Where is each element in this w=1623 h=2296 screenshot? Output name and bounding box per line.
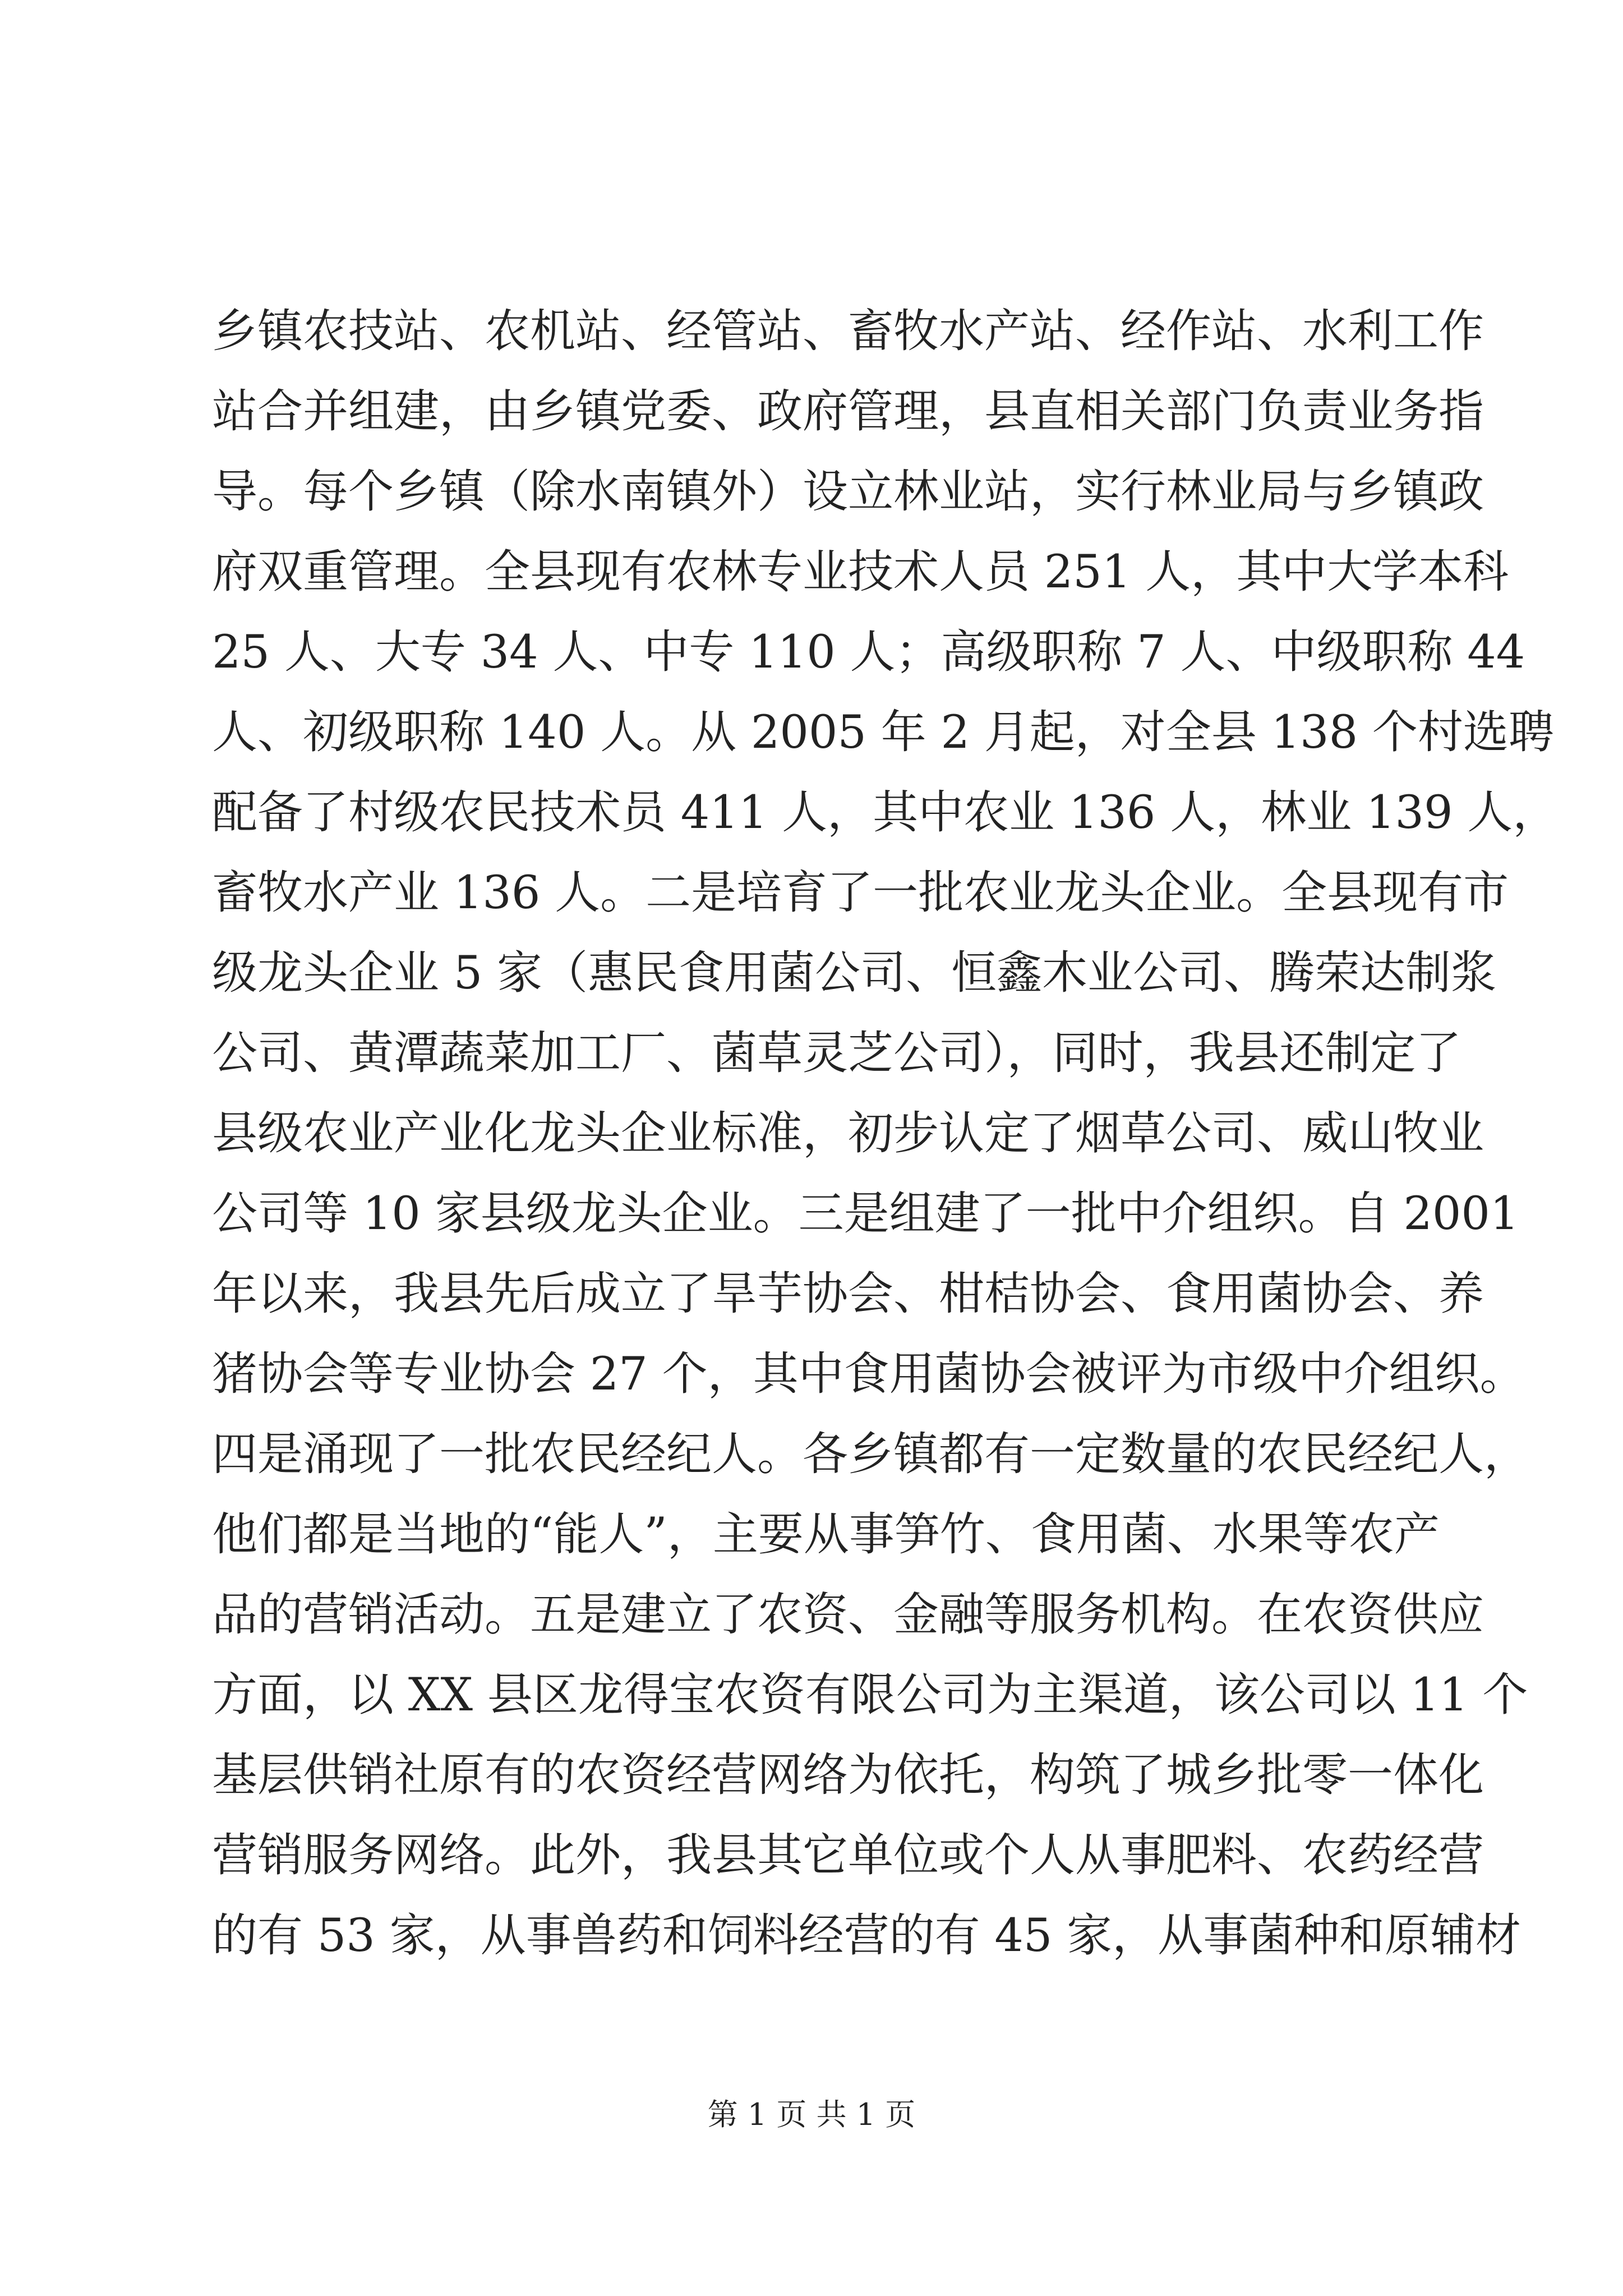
text-line: 猪协会等专业协会 27 个，其中食用菌协会被评为市级中介组织。 xyxy=(212,1348,1525,1401)
body-text xyxy=(212,292,1559,1976)
text-line: 年以来，我县先后成立了旱芋协会、柑桔协会、食用菌协会、养 xyxy=(212,1268,1484,1320)
text-line: 25 人、大专 34 人、中专 110 人；高级职称 7 人、中级职称 44 xyxy=(212,626,1525,679)
text-line: 的有 53 家，从事兽药和饲料经营的有 45 家，从事菌种和原辅材 xyxy=(212,1910,1521,1962)
text-line: 级龙头企业 5 家（惠民食用菌公司、恒鑫木业公司、腾荣达制浆 xyxy=(212,947,1497,1000)
text-line: 乡镇农技站、农机站、经管站、畜牧水产站、经作站、水利工作 xyxy=(212,305,1484,358)
text-line: 公司、黄潭蔬菜加工厂、菌草灵芝公司），同时，我县还制定了 xyxy=(212,1027,1461,1080)
text-line: 配备了村级农民技术员 411 人，其中农业 136 人，林业 139 人， xyxy=(212,786,1559,839)
text-line: 公司等 10 家县级龙头企业。三是组建了一批中介组织。自 2001 xyxy=(212,1188,1519,1240)
page-footer: 第 1 页 共 1 页 xyxy=(707,2097,916,2132)
text-line: 品的营销活动。五是建立了农资、金融等服务机构。在农资供应 xyxy=(212,1589,1484,1641)
text-line: 人、初级职称 140 人。从 2005 年 2 月起，对全县 138 个村选聘 xyxy=(212,706,1554,759)
text-line: 畜牧水产业 136 人。二是培育了一批农业龙头企业。全县现有市 xyxy=(212,867,1509,919)
text-line: 府双重管理。全县现有农林专业技术人员 251 人，其中大学本科 xyxy=(212,546,1509,599)
text-line: 县级农业产业化龙头企业标准，初步认定了烟草公司、威山牧业 xyxy=(212,1107,1484,1160)
text-line: 导。每个乡镇（除水南镇外）设立林业站，实行林业局与乡镇政 xyxy=(212,466,1484,518)
text-line: 营销服务网络。此外，我县其它单位或个人从事肥料、农药经营 xyxy=(212,1829,1484,1882)
text-line: 四是涌现了一批农民经纪人。各乡镇都有一定数量的农民经纪人， xyxy=(212,1428,1530,1481)
text-line: 他们都是当地的“能人”，主要从事笋竹、食用菌、水果等农产 xyxy=(212,1508,1440,1561)
text-line: 站合并组建，由乡镇党委、政府管理，县直相关部门负责业务指 xyxy=(212,385,1484,438)
text-line: 方面，以 XX 县区龙得宝农资有限公司为主渠道，该公司以 11 个 xyxy=(212,1669,1528,1722)
text-line: 基层供销社原有的农资经营网络为依托，构筑了城乡批零一体化 xyxy=(212,1749,1484,1802)
